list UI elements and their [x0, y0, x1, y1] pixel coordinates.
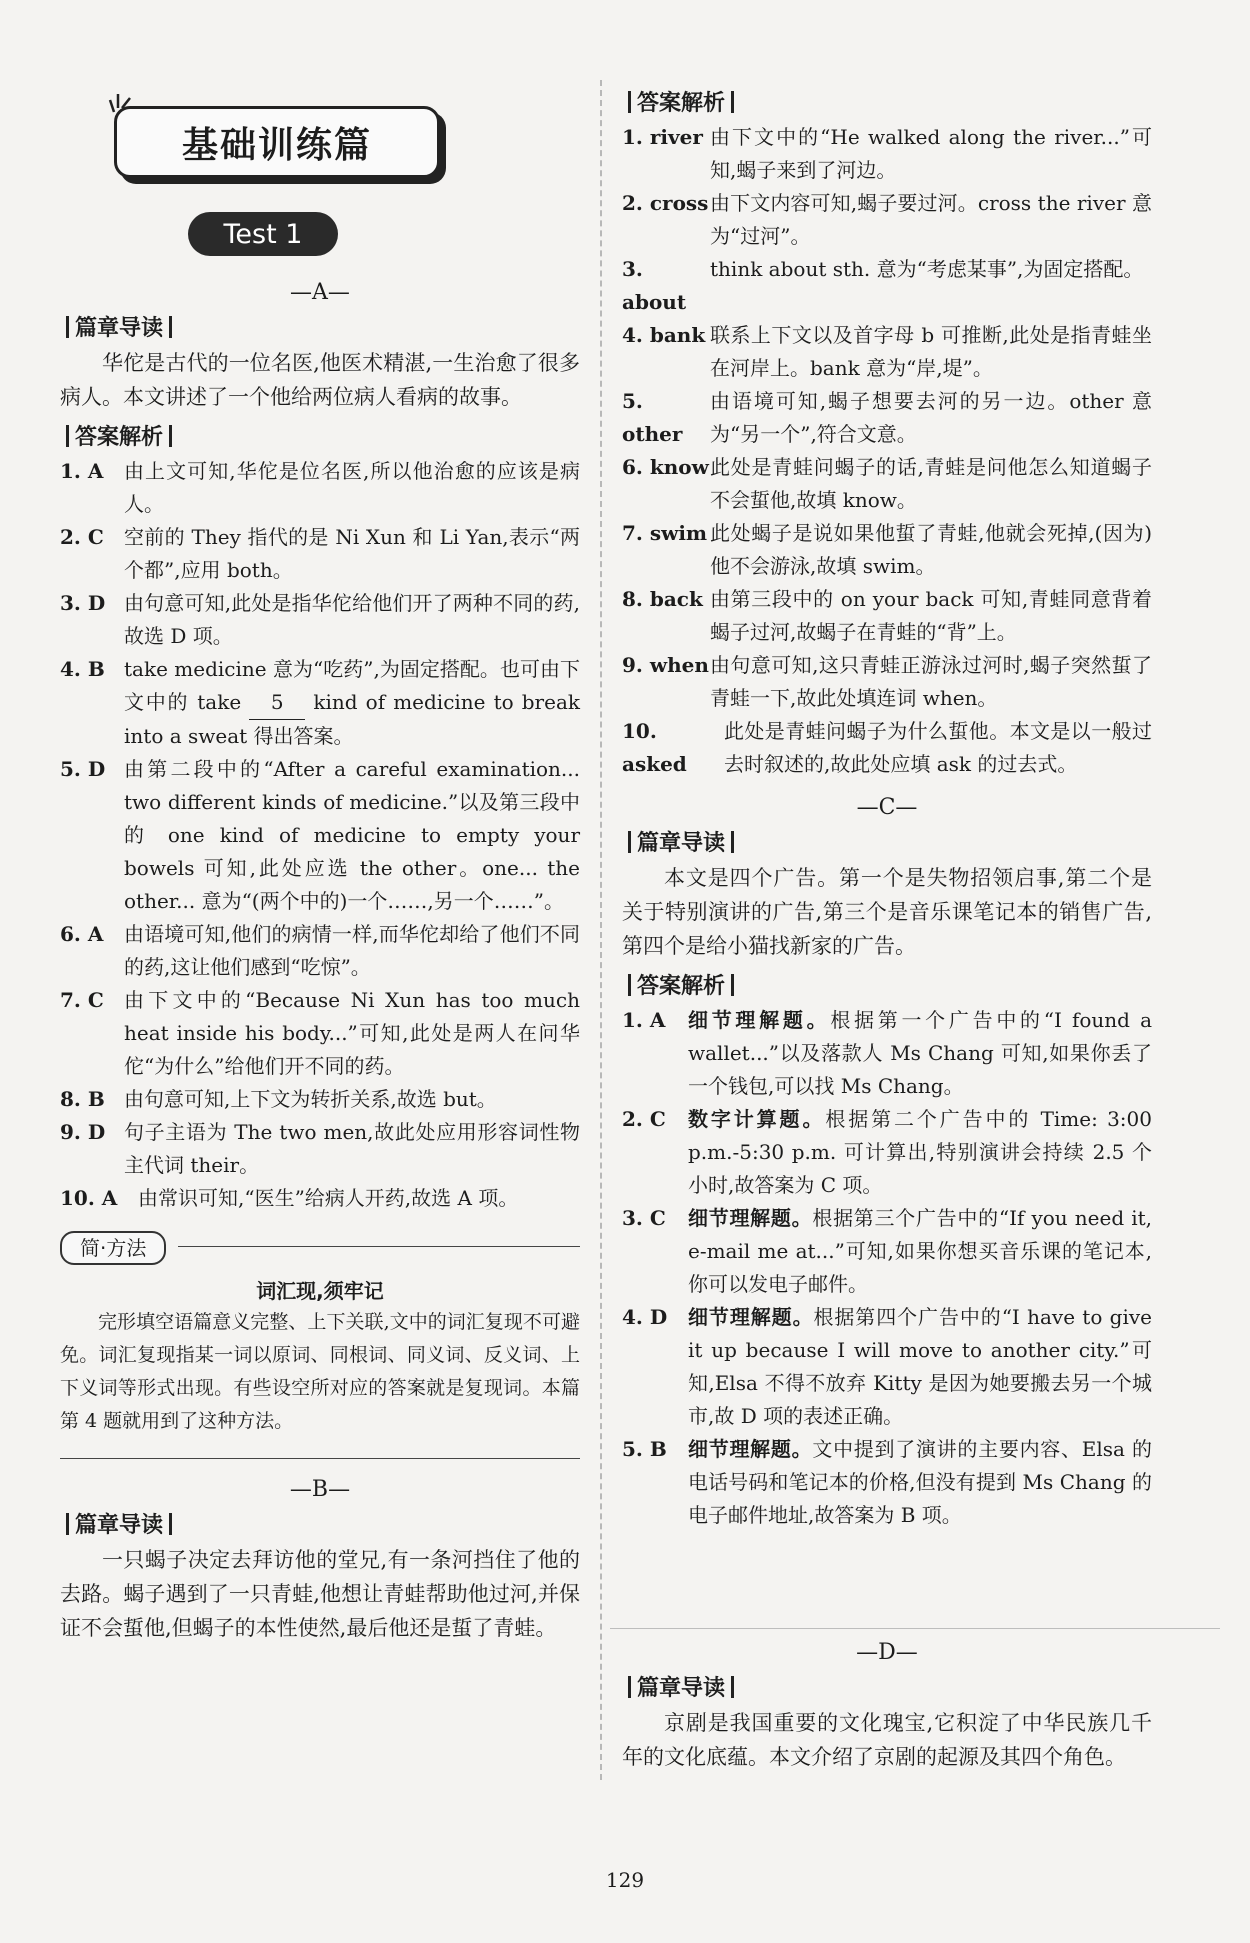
list-item: 1. A 细节理解题。根据第一个广告中的“I found a wallet...”以及落款人 Ms Chang 可知,如果你丢了一个钱包,可以找 Ms Chang。	[622, 1008, 1152, 1098]
section-b-intro: 一只蝎子决定去拜访他的堂兄,有一条河挡住了他的去路。蝎子遇到了一只青蛙,他想让青蛙帮助他过河,并保证不会蜇他,但蝎子的本性使然,最后他还是蜇了青蛙。	[60, 1548, 580, 1640]
section-d-label: —D—	[856, 1640, 918, 1665]
intro-tag: 篇章导读	[622, 1671, 1152, 1702]
page-title: 基础训练篇	[114, 106, 440, 178]
list-item: 3. D 由句意可知,此处是指华佗给他们开了两种不同的药,故选 D 项。	[60, 591, 580, 648]
answers-tag: 答案解析	[622, 86, 1152, 117]
list-item: 2. C 数字计算题。根据第二个广告中的 Time: 3:00 p.m.-5:30 p.m. 可计算出,特别演讲会持续 2.5 个小时,故答案为 C 项。	[622, 1107, 1152, 1197]
section-b-label: —B—	[289, 1477, 351, 1502]
answers-tag: 答案解析	[622, 969, 1152, 1000]
horizontal-divider	[610, 1628, 1220, 1629]
list-item: 3. C 细节理解题。根据第三个广告中的“If you need it, e-mail me at...”可知,如果你想买音乐课的笔记本,你可以发电子邮件。	[622, 1206, 1152, 1296]
section-a-answers	[60, 455, 580, 1215]
list-item: 5. D 由第二段中的“After a careful examination... two different kinds of medicine.”以及第三段中的 one kind of medicine to empty your bowels 可知,此处应选 the other。one... the other... 意为“(两个中的)一个……,另一个……”。	[60, 757, 580, 913]
list-item: 8. back 由第三段中的 on your back 可知,青蛙同意背着蝎子过河,故蝎子在青蛙的“背”上。	[622, 587, 1152, 644]
list-item: 6. A 由语境可知,他们的病情一样,而华佗却给了他们不同的药,这让他们感到“吃惊”。	[60, 922, 580, 979]
list-item: 10. asked 此处是青蛙问蝎子为什么蜇他。本文是以一般过去时叙述的,故此处应填 ask 的过去式。	[622, 719, 1152, 776]
left-column	[60, 280, 580, 1645]
list-item: 8. B 由句意可知,上下文为转折关系,故选 but。	[60, 1087, 497, 1111]
method-bottom-rule	[60, 1458, 580, 1459]
method-body: 完形填空语篇意义完整、上下关联,文中的词汇复现不可避免。词汇复现指某一词以原词、同根词、同义词、反义词、上下义词等形式出现。有些设空所对应的答案就是复现词。本篇第 4 题就用到了这种方法。	[60, 1311, 580, 1432]
test-label: Test 1	[188, 212, 338, 256]
blank-number: 5	[249, 686, 305, 720]
list-item: 2. C 空前的 They 指代的是 Ni Xun 和 Li Yan,表示“两个都”,应用 both。	[60, 525, 580, 582]
column-divider	[600, 80, 602, 1780]
list-item: 1. river 由下文中的“He walked along the river...”可知,蝎子来到了河边。	[622, 125, 1152, 182]
list-item: 6. know 此处是青蛙问蝎子的话,青蛙是问他怎么知道蝎子不会蜇他,故填 know。	[622, 455, 1152, 512]
section-d	[622, 1640, 1152, 1774]
right-column	[622, 80, 1152, 1532]
page-number: 129	[605, 1868, 645, 1892]
list-item: 1. A 由上文可知,华佗是位名医,所以他治愈的应该是病人。	[60, 459, 580, 516]
list-item: 7. swim 此处蝎子是说如果他蜇了青蛙,他就会死掉,(因为)他不会游泳,故填 swim。	[622, 521, 1152, 578]
method-rule	[178, 1246, 580, 1247]
method-box	[60, 1231, 580, 1459]
list-item: 9. when 由句意可知,这只青蛙正游泳过河时,蝎子突然蜇了青蛙一下,故此处填连词 when。	[622, 653, 1152, 710]
list-item: 4. bank 联系上下文以及首字母 b 可推断,此处是指青蛙坐在河岸上。bank 意为“岸,堤”。	[622, 323, 1152, 380]
section-a-label: —A—	[290, 280, 350, 305]
intro-tag: 篇章导读	[60, 311, 580, 342]
section-c-label: —C—	[856, 795, 918, 820]
intro-tag: 篇章导读	[60, 1508, 580, 1539]
list-item: 7. C 由下文中的“Because Ni Xun has too much heat inside his body...”可知,此处是两人在问华佗“为什么”给他们开不同的药。	[60, 988, 580, 1078]
section-b-answers	[622, 121, 1152, 781]
answers-tag: 答案解析	[60, 420, 580, 451]
list-item: 10. A 由常识可知,“医生”给病人开药,故选 A 项。	[60, 1186, 519, 1210]
list-item: 4. B take medicine 意为“吃药”,为固定搭配。也可由下文中的 take 5 kind of medicine to break into a sweat 得出答案。	[60, 657, 580, 748]
list-item: 9. D 句子主语为 The two men,故此处应用形容词性物主代词 their。	[60, 1120, 580, 1177]
section-c-intro: 本文是四个广告。第一个是失物招领启事,第二个是关于特别演讲的广告,第三个是音乐课笔记本的销售广告,第四个是给小猫找新家的广告。	[622, 866, 1152, 958]
list-item: 4. D 细节理解题。根据第四个广告中的“I have to give it up because I will move to another city.”可知,Elsa 不得不放弃 Kitty 是因为她要搬去另一个城市,故 D 项的表述正确。	[622, 1305, 1152, 1428]
list-item: 2. cross 由下文内容可知,蝎子要过河。cross the river 意为“过河”。	[622, 191, 1152, 248]
method-title: 词汇现,须牢记	[256, 1279, 384, 1303]
intro-tag: 篇章导读	[622, 826, 1152, 857]
list-item: 3. about think about sth. 意为“考虑某事”,为固定搭配。	[622, 257, 1144, 314]
section-a-intro: 华佗是古代的一位名医,他医术精湛,一生治愈了很多病人。本文讲述了一个他给两位病人看病的故事。	[60, 351, 580, 409]
method-tab: 简·方法	[60, 1231, 166, 1265]
section-d-intro: 京剧是我国重要的文化瑰宝,它积淀了中华民族几千年的文化底蕴。本文介绍了京剧的起源及其四个角色。	[622, 1711, 1152, 1769]
list-item: 5. B 细节理解题。文中提到了演讲的主要内容、Elsa 的电话号码和笔记本的价格,但没有提到 Ms Chang 的电子邮件地址,故答案为 B 项。	[622, 1437, 1153, 1527]
section-c-answers	[622, 1004, 1152, 1532]
list-item: 5. other 由语境可知,蝎子想要去河的另一边。other 意为“另一个”,符合文意。	[622, 389, 1152, 446]
